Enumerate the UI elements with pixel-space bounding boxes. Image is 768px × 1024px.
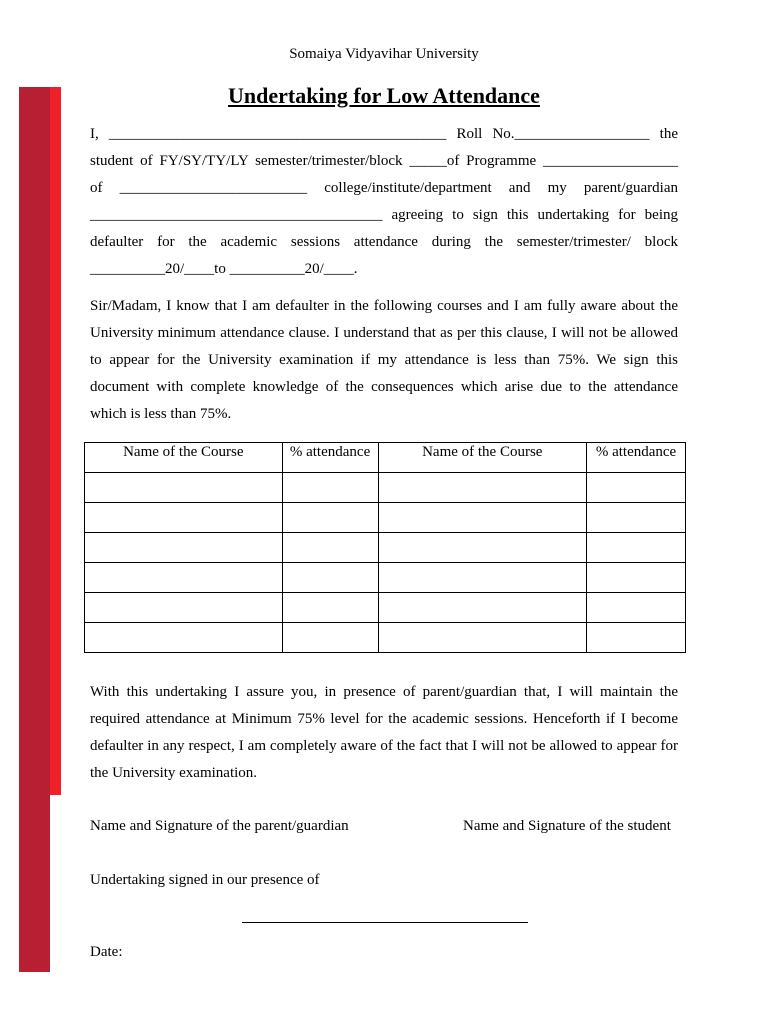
date-label: Date:	[90, 944, 123, 960]
table-row	[85, 563, 686, 593]
course-name-cell[interactable]	[378, 563, 587, 593]
attendance-cell[interactable]	[282, 533, 378, 563]
declaration-line: Sir/Madam, I know that I am defaulter in the following courses and I am fully aware about the	[90, 298, 678, 314]
intro-paragraph	[90, 121, 678, 283]
assurance-paragraph	[90, 679, 678, 787]
course-name-cell[interactable]	[85, 473, 283, 503]
parent-signature-label: Name and Signature of the parent/guardian	[90, 818, 349, 834]
intro-line: defaulter for the academic sessions attendance during the semester/trimester/ block	[90, 234, 678, 250]
assurance-line: defaulter in any respect, I am completely aware of the fact that I will not be allowed to appear for	[90, 738, 678, 754]
witness-signature-line	[242, 922, 528, 923]
attendance-cell[interactable]	[587, 533, 686, 563]
course-name-cell[interactable]	[85, 623, 283, 653]
course-name-cell[interactable]	[378, 503, 587, 533]
intro-line: I, _____________________________________________ Roll No.__________________ the	[90, 126, 678, 142]
attendance-cell[interactable]	[587, 473, 686, 503]
document-title: Undertaking for Low Attendance	[228, 83, 540, 108]
declaration-line: which is less than 75%.	[90, 406, 232, 422]
intro-line: of _________________________ college/institute/department and my parent/guardian	[90, 180, 678, 196]
course-name-cell[interactable]	[85, 503, 283, 533]
column-header-course-name: Name of the Course	[85, 443, 283, 473]
courses-table	[84, 442, 686, 653]
attendance-cell[interactable]	[282, 593, 378, 623]
table-header-row	[85, 443, 686, 473]
column-header-course-name: Name of the Course	[378, 443, 587, 473]
table-row	[85, 593, 686, 623]
attendance-cell[interactable]	[587, 593, 686, 623]
declaration-line: to appear for the University examination if my attendance is less than 75%. We sign this	[90, 352, 678, 368]
attendance-cell[interactable]	[282, 563, 378, 593]
attendance-cell[interactable]	[282, 623, 378, 653]
declaration-line: University minimum attendance clause. I understand that as per this clause, I will not be allowed	[90, 325, 678, 341]
intro-line: _______________________________________ agreeing to sign this undertaking for being	[90, 207, 678, 223]
table-row	[85, 623, 686, 653]
declaration-line: document with complete knowledge of the consequences which arise due to the attendance	[90, 379, 678, 395]
table-row	[85, 503, 686, 533]
student-signature-label: Name and Signature of the student	[463, 818, 671, 834]
table-row	[85, 533, 686, 563]
course-name-cell[interactable]	[85, 593, 283, 623]
table-row	[85, 473, 686, 503]
declaration-paragraph	[90, 293, 678, 428]
course-name-cell[interactable]	[378, 623, 587, 653]
attendance-cell[interactable]	[282, 503, 378, 533]
attendance-cell[interactable]	[282, 473, 378, 503]
presence-label: Undertaking signed in our presence of	[90, 872, 320, 888]
attendance-cell[interactable]	[587, 563, 686, 593]
assurance-line: required attendance at Minimum 75% level for the academic sessions. Henceforth if I become	[90, 711, 678, 727]
assurance-line: the University examination.	[90, 765, 258, 781]
course-name-cell[interactable]	[85, 533, 283, 563]
column-header-attendance: % attendance	[282, 443, 378, 473]
course-name-cell[interactable]	[378, 533, 587, 563]
course-name-cell[interactable]	[378, 593, 587, 623]
assurance-line: With this undertaking I assure you, in presence of parent/guardian that, I will maintain the	[90, 684, 678, 700]
intro-line: student of FY/SY/TY/LY semester/trimester/block _____of Programme __________________	[90, 153, 678, 169]
intro-line: __________20/____to __________20/____.	[90, 261, 358, 277]
attendance-cell[interactable]	[587, 623, 686, 653]
university-name: Somaiya Vidyavihar University	[289, 46, 479, 62]
course-name-cell[interactable]	[378, 473, 587, 503]
sidebar-accent-bright	[50, 87, 61, 795]
column-header-attendance: % attendance	[587, 443, 686, 473]
course-name-cell[interactable]	[85, 563, 283, 593]
attendance-cell[interactable]	[587, 503, 686, 533]
sidebar-accent-dark	[19, 87, 50, 972]
